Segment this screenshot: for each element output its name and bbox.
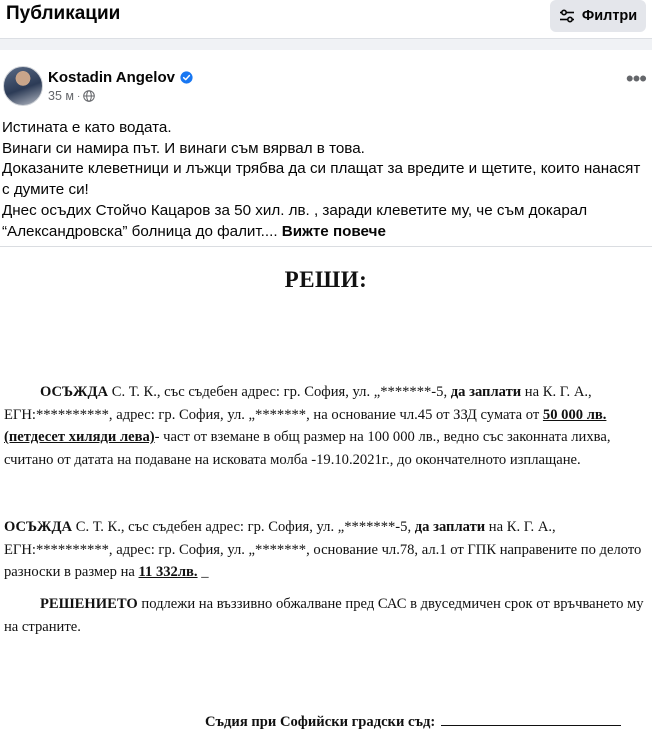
paragraph-amount: 50 000 лв. (петдесет хиляди лева) — [4, 406, 607, 445]
meta-separator: · — [76, 90, 81, 102]
filter-icon — [559, 8, 575, 24]
judge-signature-line — [205, 712, 621, 731]
document-paragraph — [4, 593, 652, 638]
post-text — [2, 118, 648, 242]
feed-divider — [0, 38, 652, 50]
post-text-last: Днес осъдих Стойчо Кацаров за 50 хил. лв. , заради клеветите му, че съм докарал “Александровска” болница до фалит.... — [2, 201, 588, 240]
paragraph-text: на К. Г. А., ЕГН:**********, адрес: гр. София, ул. „*******, основание чл.78, ал.1 от ГПК направените по делото разноски в размер на — [4, 519, 642, 580]
avatar[interactable] — [3, 66, 43, 106]
paragraph-lead: ОСЪЖДА — [40, 384, 109, 400]
judge-label: Съдия при Софийски градски съд: — [205, 714, 436, 730]
paragraph-text: на К. Г. А., ЕГН:**********, адрес: гр. София, ул. „*******, на основание чл.45 от ЗЗД сумата от — [4, 384, 592, 423]
see-more-link[interactable]: Вижте повече — [281, 222, 386, 240]
paragraph-text: С. Т. К., със съдебен адрес: гр. София, ул. „*******-5, — [108, 384, 451, 400]
post-card — [0, 50, 652, 746]
paragraph-action: да заплати — [414, 519, 486, 535]
post-author[interactable] — [48, 69, 193, 86]
document-paragraph — [4, 516, 652, 584]
paragraph-lead: РЕШЕНИЕТО — [40, 596, 138, 612]
post-text-line: Винаги си намира път. И винаги съм вярвал в това. — [2, 139, 365, 157]
filter-label: Филтри — [581, 8, 638, 24]
document-paragraph — [4, 381, 652, 471]
paragraph-text: _ — [197, 564, 209, 580]
page-title: Публикации — [6, 3, 121, 24]
filter-button[interactable] — [550, 0, 646, 32]
page-header — [0, 0, 652, 36]
more-options-icon[interactable]: ••• — [625, 66, 646, 91]
paragraph-text: - част от вземане в общ размер на 100 000 лв., ведно със законната лихва, считано от датата на подаване на исковата молба -19.10.2021г., до окончателното изплащане. — [4, 429, 611, 468]
post-image-document[interactable] — [0, 247, 652, 746]
paragraph-lead: ОСЪЖДА — [4, 519, 73, 535]
paragraph-text: подлежи на въззивно обжалване пред САС в двуседмичен срок от връчването му на страните. — [4, 596, 644, 635]
post-meta — [48, 89, 95, 103]
verified-badge-icon — [180, 71, 193, 84]
post-time[interactable]: 35 м — [48, 89, 74, 103]
document-title: РЕШИ: — [284, 267, 368, 292]
post-text-line — [2, 201, 648, 242]
globe-icon — [83, 90, 95, 102]
post-text-line: Истината е като водата. — [2, 119, 172, 136]
paragraph-text: С. Т. К., със съдебен адрес: гр. София, ул. „*******-5, — [72, 519, 415, 535]
post-text-line: Доказаните клеветници и лъжци трябва да си плащат за вредите и щетите, които нанасят с думите си! — [2, 160, 641, 199]
author-name[interactable]: Kostadin Angelov — [48, 69, 175, 86]
paragraph-action: да заплати — [450, 384, 522, 400]
paragraph-amount: 11 332лв. — [138, 564, 198, 580]
signature-blank — [441, 712, 621, 726]
